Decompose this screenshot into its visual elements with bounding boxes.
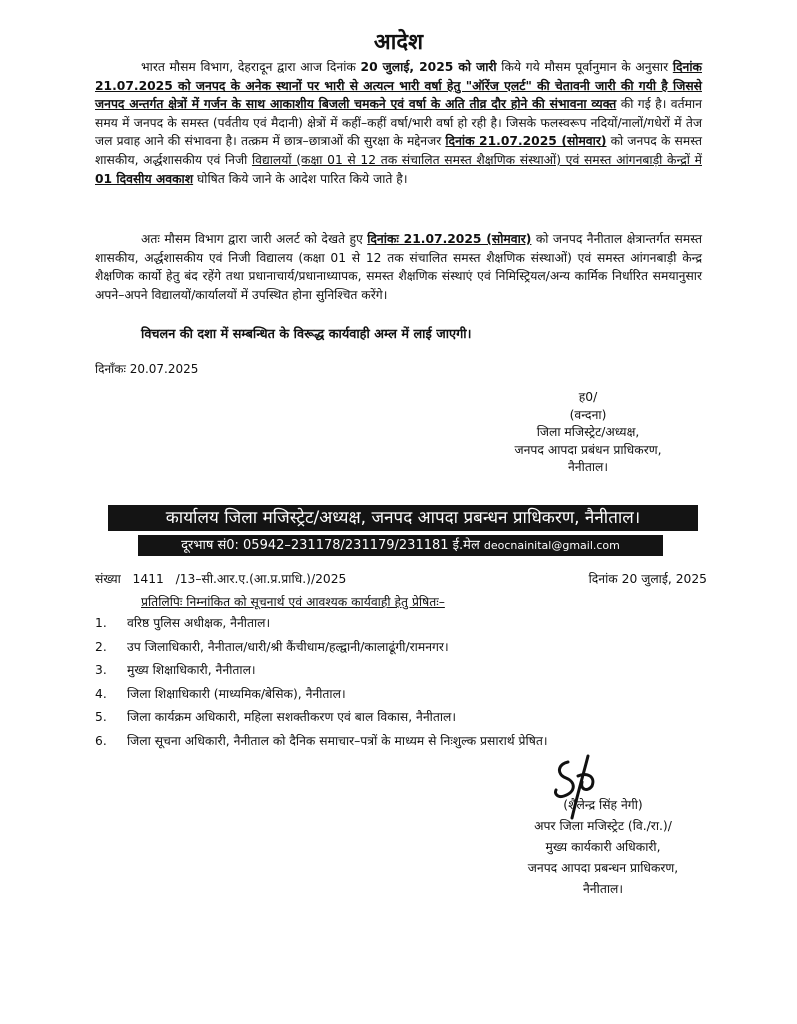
para1-alert-text: दिनांक 21.07.2025 को जनपद के अनेक स्थानों पर भारी से अत्यत्न भारी वर्षा हेतु "ऑरेंज एलर्ट" की चेतावनी जारी की गयी है जिससे जनपद अन्तर्गत क्षेत्रों में गर्जन के साथ आकाशीय बिजली चमकने एवं वर्षा के अति तीव्र दौर होने की संभावना व्यक्त [95, 60, 702, 112]
signature-block-2 [468, 795, 738, 900]
sig1-line-3: जिला मजिस्ट्रेट/अध्यक्ष, [536, 425, 640, 439]
list-item-text: जिला सूचना अधिकारी, नैनीताल को दैनिक समाचार–पत्रों के माध्यम से निःशुल्क प्रसारार्थ प्रेषित। [127, 733, 548, 748]
para1-text-3: की गई है। वर्तमान समय में जनपद के समस्त (पर्वतीय एवं मैदानी) क्षेत्रों में कहीं–कहीं वर्षा/भारी वर्षा हो रही है। जिसके फलस्वरूप नदियों/नालों/गधेरों में तेज जल प्रवाह आने की संभावना है। तत्क्रम में छात्र–छात्राओं की सुरक्षा के मद्देनजर [95, 97, 703, 149]
sig2-line-1: (शैलेन्द्र सिंह नेगी) [563, 798, 643, 812]
list-item-number: 6. [95, 733, 107, 748]
order-date: दिनाँकः 20.07.2025 [95, 362, 199, 376]
sig2-line-2: अपर जिला मजिस्ट्रेट (वि./रा.)/ [534, 819, 672, 833]
para2-text-2: को जनपद नैनीताल क्षेत्रान्तर्गत समस्त शासकीय, अर्द्धशासकीय एवं निजी विद्यालय (कक्षा 01 से 12 तक संचालित समस्त शैक्षणिक संस्थाओं) एवं समस्त आंगनबाड़ी केन्द्र शैक्षणिक कार्यो हेतु बंद रहेंगे तथा प्रधानाचार्य/प्रधानाध्यापक, समस्त शैक्षणिक संस्थाएं एवं निमिस्ट्रियल/अन्य कार्मिक निर्धारित समयानुसार अपने–अपने विद्यालयों/कार्यालयों में उपस्थित होना सुनिश्चित करेंगे। [95, 232, 703, 302]
sig1-line-5: नैनीताल। [567, 460, 609, 474]
para1-schools-text: विद्यालयों (कक्षा 01 से 12 तक संचालित समस्त शैक्षणिक संस्थाओं) एवं समस्त आंगनबाड़ी केन्द्रों में [251, 152, 702, 167]
list-item-text: जिला शिक्षाधिकारी (माध्यमिक/बेसिक), नैनीताल। [127, 686, 346, 701]
reference-number: संख्या 1411 /13–सी.आर.ए.(आ.प्र.प्राधि.)/2025 [95, 572, 347, 586]
document-title: आदेश [373, 30, 424, 55]
para1-holiday-label: 01 दिवसीय अवकाश [95, 171, 194, 186]
list-item-number: 5. [95, 710, 107, 724]
para1-text-2: किये गये मौसम पूर्वानुमान के अनुसार [496, 60, 673, 74]
para1-holiday-date: दिनांक 21.07.2025 (सोमवार) [445, 134, 607, 149]
sig2-line-4: जनपद आपदा प्रबन्धन प्राधिकरण, [527, 861, 679, 875]
list-item-text: जिला कार्यक्रम अधिकारी, महिला सशक्तीकरण एवं बाल विकास, नैनीताल। [127, 710, 457, 724]
list-item [95, 612, 710, 636]
list-item [95, 706, 710, 730]
sig1-line-2: (वन्दना) [569, 407, 607, 422]
para1-text-1: भारत मौसम विभाग, देहरादून द्वारा आज दिनांक [141, 60, 361, 74]
order-paragraph-2 [95, 230, 702, 304]
reference-date: दिनांक 20 जुलाई, 2025 [588, 572, 707, 586]
contact-banner [138, 535, 663, 556]
contact-phone: दूरभाष सं0: 05942–231178/231179/231181 ई.मेल [181, 538, 484, 553]
signature-block-1 [468, 389, 708, 477]
sig1-line-4: जनपद आपदा प्रबंधन प्राधिकरण, [514, 442, 662, 457]
copy-to-heading: प्रतिलिपिः निम्नांकित को सूचनार्थ एवं आवश्यक कार्यवाही हेतु प्रेषितः– [141, 595, 445, 609]
list-item [95, 659, 710, 683]
sig2-line-3: मुख्य कार्यकारी अधिकारी, [545, 840, 661, 854]
order-paragraph-1 [95, 58, 702, 188]
list-item-text: वरिष्ठ पुलिस अधीक्षक, नैनीताल। [127, 616, 271, 630]
recipient-list [95, 612, 710, 753]
contact-email: deocnainital@gmail.com [483, 539, 620, 552]
sig2-line-5: नैनीताल। [582, 882, 624, 896]
list-item-text: मुख्य शिक्षाधिकारी, नैनीताल। [127, 663, 256, 677]
para2-text-1: अतः मौसम विभाग द्वारा जारी अलर्ट को देखते हुए [141, 232, 368, 246]
list-item [95, 683, 710, 707]
para1-bold-date: 20 जुलाई, 2025 को जारी [360, 60, 497, 74]
list-item-number: 4. [95, 686, 107, 701]
list-item-text: उप जिलाधिकारी, नैनीताल/धारी/श्री कैंचीधाम/हल्द्वानी/कालाढूंगी/रामनगर। [127, 639, 449, 654]
list-item-number: 2. [95, 639, 107, 654]
office-banner: कार्यालय जिला मजिस्ट्रेट/अध्यक्ष, जनपद आपदा प्रबन्धन प्राधिकरण, नैनीताल। [108, 505, 698, 531]
sig1-line-1: ह0/ [578, 390, 598, 404]
list-item-number: 1. [95, 616, 107, 630]
para1-text-4: को जनपद के समस्त शासकीय, अर्द्धशासकीय एवं निजी [95, 134, 702, 167]
reference-line [95, 570, 707, 587]
list-item-number: 3. [95, 663, 107, 677]
list-item [95, 730, 710, 754]
para2-date: दिनांकः 21.07.2025 (सोमवार) [367, 232, 532, 246]
warning-line: विचलन की दशा में सम्बन्धित के विरूद्ध कार्यवाही अम्ल में लाई जाएगी। [141, 327, 472, 342]
list-item [95, 636, 710, 660]
para1-text-5: घोषित किये जाने के आदेश पारित किये जाते है। [193, 171, 408, 186]
